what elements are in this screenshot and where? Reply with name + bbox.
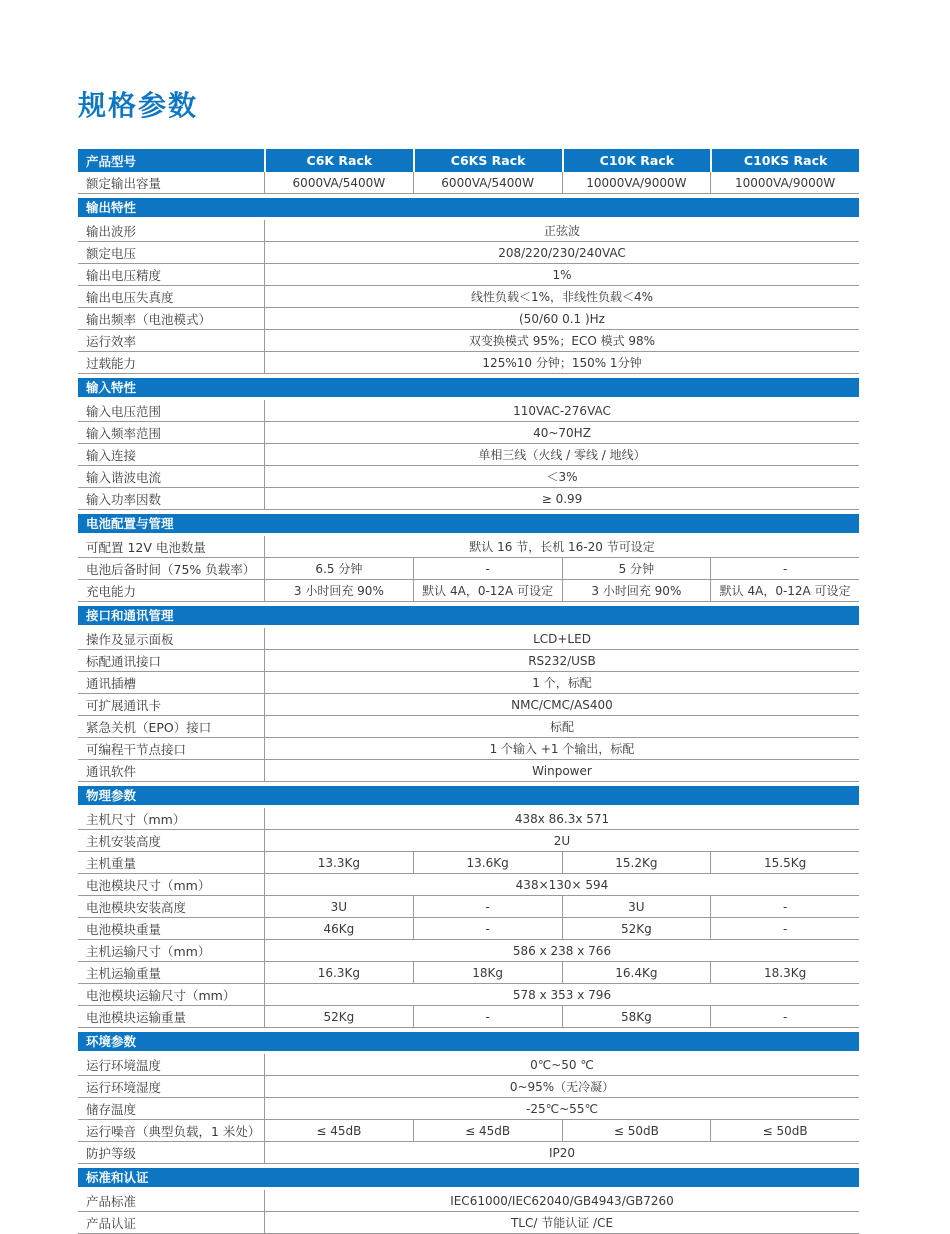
row-value: 10000VA/9000W bbox=[563, 172, 712, 193]
row-value: 16.4Kg bbox=[563, 962, 712, 983]
row-value: 52Kg bbox=[265, 1006, 414, 1027]
spec-row bbox=[78, 286, 859, 308]
row-span-value: 1% bbox=[552, 267, 572, 282]
row-label: 输出电压失真度 bbox=[78, 286, 265, 307]
row-label: 主机重量 bbox=[78, 852, 265, 873]
row-value: ≤ 45dB bbox=[265, 1120, 414, 1141]
spec-table bbox=[78, 149, 859, 1234]
row-label: 电池模块运输尺寸（mm） bbox=[78, 984, 265, 1005]
row-span-value: 0~95%（无冷凝） bbox=[509, 1080, 615, 1094]
row-value: 6000VA/5400W bbox=[414, 172, 563, 193]
row-label: 输出波形 bbox=[78, 220, 265, 241]
row-span-value: (50/60 0.1 )Hz bbox=[519, 311, 605, 326]
row-value: 13.3Kg bbox=[265, 852, 414, 873]
row-span-value: 双变换模式 95%；ECO 模式 98% bbox=[468, 334, 656, 348]
column-header-1: C6KS Rack bbox=[415, 149, 562, 172]
row-label: 输出频率（电池模式） bbox=[78, 308, 265, 329]
section-header: 接口和通讯管理 bbox=[78, 606, 859, 625]
row-label: 输入连接 bbox=[78, 444, 265, 465]
row-value: - bbox=[782, 921, 788, 936]
spec-row bbox=[78, 830, 859, 852]
spec-row bbox=[78, 1076, 859, 1098]
row-label: 紧急关机（EPO）接口 bbox=[78, 716, 265, 737]
row-value: 15.5Kg bbox=[764, 855, 807, 870]
row-label: 输入功率因数 bbox=[78, 488, 265, 509]
spec-row bbox=[78, 694, 859, 716]
row-span-value: IP20 bbox=[548, 1145, 576, 1160]
spec-row bbox=[78, 536, 859, 558]
row-span-value: 578 x 353 x 796 bbox=[512, 987, 612, 1002]
spec-row bbox=[78, 466, 859, 488]
row-value: - bbox=[414, 896, 563, 917]
row-span-value: 默认 16 节，长机 16-20 节可设定 bbox=[469, 540, 655, 554]
spec-row bbox=[78, 716, 859, 738]
row-value: 16.3Kg bbox=[265, 962, 414, 983]
spec-row bbox=[78, 852, 859, 874]
row-value: - bbox=[782, 561, 788, 576]
spec-row bbox=[78, 896, 859, 918]
row-value: - bbox=[414, 918, 563, 939]
row-span-value: 208/220/230/240VAC bbox=[498, 245, 626, 260]
row-label: 运行噪音（典型负载，1 米处） bbox=[78, 1120, 265, 1141]
spec-row bbox=[78, 1006, 859, 1028]
row-span-value: 1 个输入 +1 个输出，标配 bbox=[489, 742, 635, 756]
row-label: 可编程干节点接口 bbox=[78, 738, 265, 759]
section-header: 环境参数 bbox=[78, 1032, 859, 1051]
row-span-value: 586 x 238 x 766 bbox=[512, 943, 612, 958]
spec-row bbox=[78, 242, 859, 264]
row-span-value: 2U bbox=[553, 833, 571, 848]
spec-row bbox=[78, 628, 859, 650]
row-label: 输入电压范围 bbox=[78, 400, 265, 421]
column-header-2: C10K Rack bbox=[564, 149, 711, 172]
spec-row bbox=[78, 918, 859, 940]
spec-row bbox=[78, 874, 859, 896]
row-span-value: ≥ 0.99 bbox=[541, 491, 583, 506]
row-label: 防护等级 bbox=[78, 1142, 265, 1163]
section-header: 电池配置与管理 bbox=[78, 514, 859, 533]
spec-row bbox=[78, 672, 859, 694]
row-value: ≤ 50dB bbox=[563, 1120, 712, 1141]
row-label: 主机运输尺寸（mm） bbox=[78, 940, 265, 961]
row-value: 默认 4A，0-12A 可设定 bbox=[719, 584, 851, 598]
spec-row bbox=[78, 580, 859, 602]
spec-row bbox=[78, 558, 859, 580]
row-span-value: Winpower bbox=[532, 763, 592, 778]
row-label: 电池模块安装高度 bbox=[78, 896, 265, 917]
row-label: 操作及显示面板 bbox=[78, 628, 265, 649]
row-label: 额定电压 bbox=[78, 242, 265, 263]
spec-row bbox=[78, 1054, 859, 1076]
row-value: 58Kg bbox=[563, 1006, 712, 1027]
spec-row bbox=[78, 738, 859, 760]
row-span-value: IEC61000/IEC62040/GB4943/GB7260 bbox=[450, 1193, 674, 1208]
row-label: 电池后备时间（75% 负载率） bbox=[78, 558, 265, 579]
spec-row bbox=[78, 1190, 859, 1212]
spec-row bbox=[78, 444, 859, 466]
row-label: 电池模块运输重量 bbox=[78, 1006, 265, 1027]
product-model-header: 产品型号 bbox=[78, 149, 264, 172]
spec-row bbox=[78, 422, 859, 444]
row-value: ≤ 50dB bbox=[762, 1123, 808, 1138]
section-header: 输出特性 bbox=[78, 198, 859, 217]
spec-row bbox=[78, 308, 859, 330]
spec-row bbox=[78, 808, 859, 830]
row-label: 储存温度 bbox=[78, 1098, 265, 1119]
row-label: 主机安装高度 bbox=[78, 830, 265, 851]
section-header: 输入特性 bbox=[78, 378, 859, 397]
row-span-value: 标配 bbox=[549, 720, 574, 734]
row-label: 电池模块尺寸（mm） bbox=[78, 874, 265, 895]
row-value: 46Kg bbox=[265, 918, 414, 939]
row-value: 13.6Kg bbox=[414, 852, 563, 873]
row-value: - bbox=[414, 558, 563, 579]
row-span-value: 0℃~50 ℃ bbox=[530, 1057, 594, 1072]
spec-row bbox=[78, 330, 859, 352]
spec-row bbox=[78, 400, 859, 422]
spec-row bbox=[78, 172, 859, 194]
spec-row bbox=[78, 940, 859, 962]
spec-row bbox=[78, 984, 859, 1006]
row-label: 电池模块重量 bbox=[78, 918, 265, 939]
column-header-3: C10KS Rack bbox=[712, 149, 859, 172]
row-span-value: NMC/CMC/AS400 bbox=[511, 697, 613, 712]
row-value: - bbox=[414, 1006, 563, 1027]
column-header-0: C6K Rack bbox=[266, 149, 413, 172]
row-label: 输出电压精度 bbox=[78, 264, 265, 285]
row-label: 运行环境温度 bbox=[78, 1054, 265, 1075]
spec-row bbox=[78, 760, 859, 782]
row-value: 3 小时回充 90% bbox=[265, 580, 414, 601]
row-span-value: 125%10 分钟；150% 1分钟 bbox=[482, 356, 642, 370]
row-span-value: 线性负载＜1%，非线性负载＜4% bbox=[470, 290, 654, 304]
row-value: 3 小时回充 90% bbox=[563, 580, 712, 601]
spec-row bbox=[78, 1098, 859, 1120]
row-label: 输入频率范围 bbox=[78, 422, 265, 443]
spec-row bbox=[78, 1212, 859, 1234]
row-label: 产品标准 bbox=[78, 1190, 265, 1211]
row-value: 默认 4A，0-12A 可设定 bbox=[414, 580, 563, 601]
row-span-value: TLC/ 节能认证 /CE bbox=[510, 1216, 614, 1230]
row-span-value: ＜3% bbox=[546, 470, 578, 484]
row-label: 可配置 12V 电池数量 bbox=[78, 536, 265, 557]
row-label: 运行环境湿度 bbox=[78, 1076, 265, 1097]
page-title: 规格参数 bbox=[78, 89, 199, 122]
row-span-value: 438×130× 594 bbox=[515, 877, 609, 892]
spec-row bbox=[78, 488, 859, 510]
row-span-value: 40~70HZ bbox=[533, 425, 591, 440]
row-label: 运行效率 bbox=[78, 330, 265, 351]
row-value: ≤ 45dB bbox=[414, 1120, 563, 1141]
row-value: 15.2Kg bbox=[563, 852, 712, 873]
row-value: 6000VA/5400W bbox=[265, 172, 414, 193]
spec-row bbox=[78, 220, 859, 242]
row-label: 通讯插槽 bbox=[78, 672, 265, 693]
row-value: 52Kg bbox=[563, 918, 712, 939]
row-label: 标配通讯接口 bbox=[78, 650, 265, 671]
row-span-value: LCD+LED bbox=[533, 631, 591, 646]
row-label: 可扩展通讯卡 bbox=[78, 694, 265, 715]
spec-row bbox=[78, 1142, 859, 1164]
row-span-value: 1 个，标配 bbox=[532, 676, 592, 690]
row-label: 主机尺寸（mm） bbox=[78, 808, 265, 829]
spec-row bbox=[78, 264, 859, 286]
section-header: 标准和认证 bbox=[78, 1168, 859, 1187]
row-value: - bbox=[782, 1009, 788, 1024]
row-span-value: 438x 86.3x 571 bbox=[514, 811, 610, 826]
row-value: 3U bbox=[265, 896, 414, 917]
row-label: 输入谐波电流 bbox=[78, 466, 265, 487]
spec-row bbox=[78, 650, 859, 672]
row-label: 通讯软件 bbox=[78, 760, 265, 781]
row-value: 5 分钟 bbox=[563, 558, 712, 579]
spec-row bbox=[78, 1120, 859, 1142]
row-label: 过载能力 bbox=[78, 352, 265, 373]
spec-row bbox=[78, 962, 859, 984]
row-value: 6.5 分钟 bbox=[265, 558, 414, 579]
row-span-value: 正弦波 bbox=[543, 224, 580, 238]
row-span-value: 单相三线（火线 / 零线 / 地线） bbox=[478, 448, 646, 462]
spec-row bbox=[78, 352, 859, 374]
section-header: 物理参数 bbox=[78, 786, 859, 805]
row-label: 产品认证 bbox=[78, 1212, 265, 1233]
row-span-value: -25℃~55℃ bbox=[526, 1101, 598, 1116]
row-value: 10000VA/9000W bbox=[734, 175, 836, 190]
row-span-value: RS232/USB bbox=[528, 653, 596, 668]
row-value: 3U bbox=[563, 896, 712, 917]
table-header-row bbox=[78, 149, 859, 172]
row-value: 18.3Kg bbox=[764, 965, 807, 980]
row-span-value: 110VAC-276VAC bbox=[513, 403, 611, 418]
row-label: 充电能力 bbox=[78, 580, 265, 601]
row-label: 额定输出容量 bbox=[78, 172, 265, 193]
row-value: 18Kg bbox=[414, 962, 563, 983]
row-label: 主机运输重量 bbox=[78, 962, 265, 983]
row-value: - bbox=[782, 899, 788, 914]
